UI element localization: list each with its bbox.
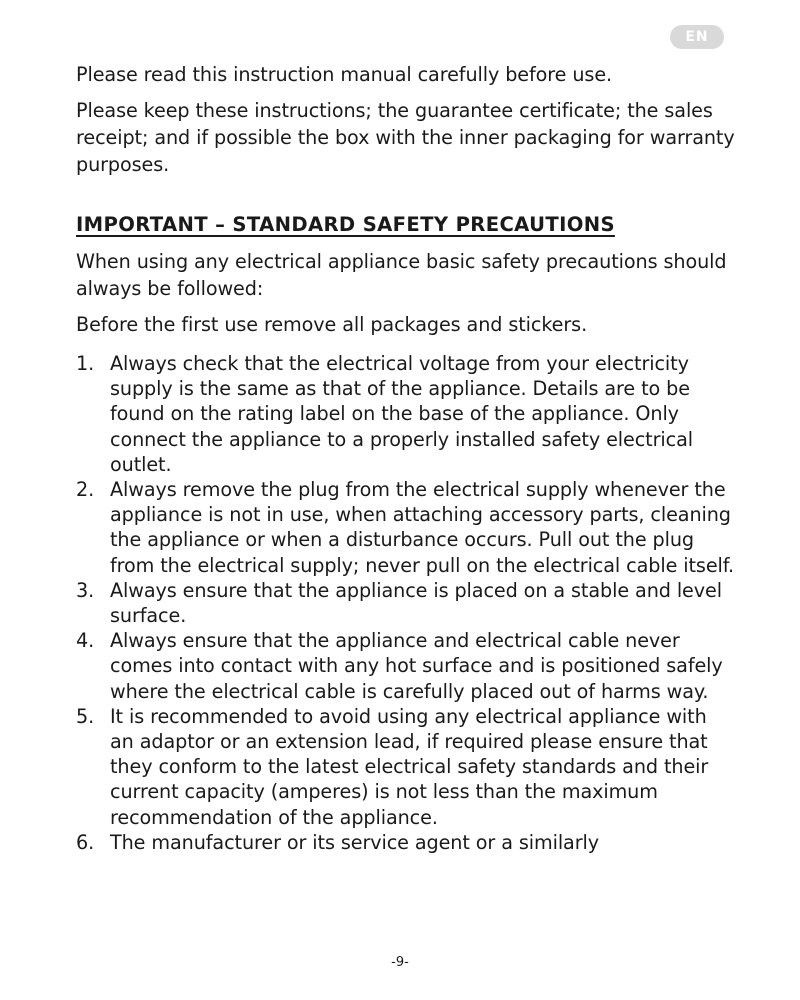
language-badge: EN <box>670 25 724 49</box>
page-number: -9- <box>391 955 409 970</box>
list-item-text: Always remove the plug from the electrical supply whenever the appliance is not in use, when attaching accessory parts, cleaning the appliance or when a disturbance occurs. Pull out the plug from the electrical supply; never pull on the electrical cable itself. <box>110 478 735 577</box>
list-item <box>76 628 736 704</box>
list-item-number: 5. <box>76 704 95 728</box>
list-item <box>76 578 736 628</box>
list-item-number: 1. <box>76 352 95 375</box>
list-item-text: It is recommended to avoid using any electrical appliance with an adaptor or an extension lead, if required please ensure that they conform to the latest electrical safety standards and their current capacity (amperes) is not less than the maximum recommendation of the appliance. <box>110 704 709 829</box>
safety-lead: When using any electrical appliance basic safety precautions should always be followed: <box>76 250 727 300</box>
list-item <box>76 477 736 578</box>
safety-list <box>76 351 736 855</box>
list-item-number: 6. <box>76 830 95 854</box>
list-item-text: Always check that the electrical voltage from your electricity supply is the same as that of the appliance. Details are to be found on the rating label on the base of the appliance. Only connect the appliance to a properly installed safety electrical outlet. <box>110 352 693 476</box>
list-item-text: Always ensure that the appliance is placed on a stable and level surface. <box>110 578 722 628</box>
list-item <box>76 704 736 830</box>
list-item-number: 3. <box>76 578 95 602</box>
safety-heading: IMPORTANT – STANDARD SAFETY PRECAUTIONS <box>76 213 615 236</box>
first-use-note: Before the first use remove all packages and stickers. <box>76 313 588 336</box>
intro-read-manual: Please read this instruction manual carefully before use. <box>76 63 613 86</box>
list-item-text: Always ensure that the appliance and electrical cable never comes into contact with any hot surface and is positioned safely where the electrical cable is carefully placed out of harms way. <box>110 629 723 703</box>
intro-keep-instructions: Please keep these instructions; the guarantee certificate; the sales receipt; and if possible the box with the inner packaging for warranty purposes. <box>76 99 735 176</box>
list-item <box>76 830 736 855</box>
list-item-number: 4. <box>76 629 95 653</box>
manual-page-content <box>76 61 736 855</box>
list-item-number: 2. <box>76 478 95 502</box>
list-item-text: The manufacturer or its service agent or a similarly <box>110 830 599 854</box>
list-item <box>76 351 736 477</box>
